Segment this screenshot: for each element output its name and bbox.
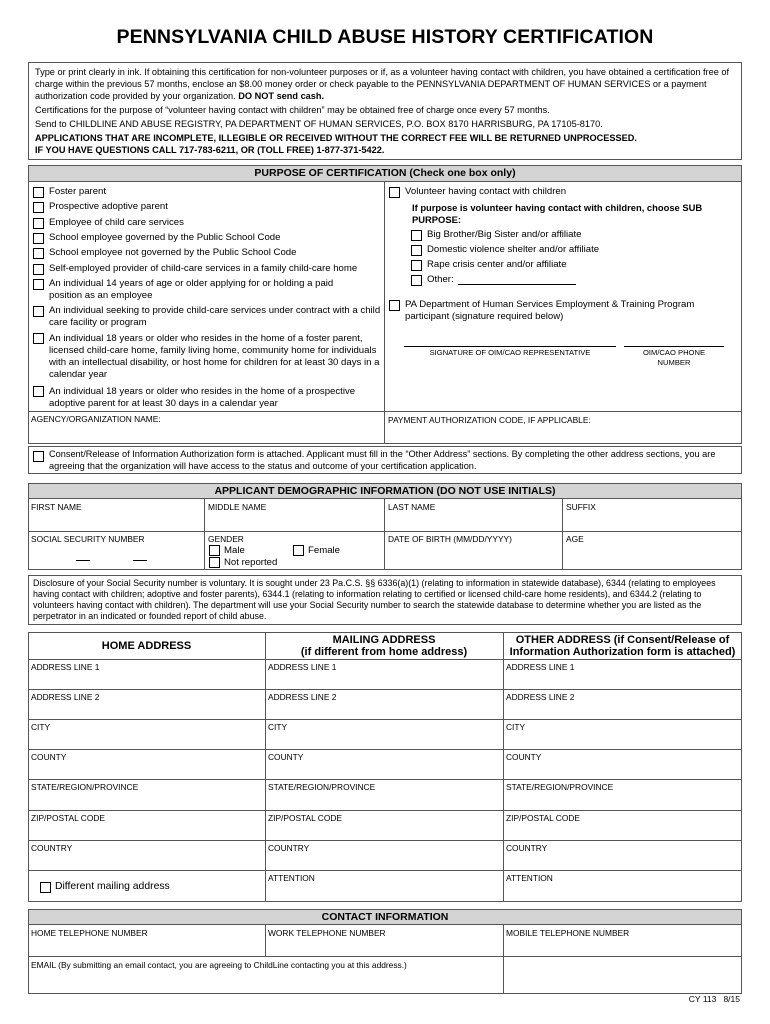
address-row-line — [28, 779, 742, 780]
mailing-address-line-2: ADDRESS LINE 2 — [268, 692, 337, 702]
checkbox-school-governed[interactable] — [33, 233, 44, 244]
home-address-header: HOME ADDRESS — [101, 640, 192, 652]
other-address-line-2: ADDRESS LINE 2 — [506, 692, 575, 702]
option-resident-adoptive: An individual 18 years or older who resides in the home of a prospective adoptive parent for at least 30 days in a calendar year — [49, 386, 356, 409]
option-resident-18: An individual 18 years or older who resides in the home of a foster parent, licensed child-care home, family living home, community home for individuals with an intellectual disability, or host home for children for at least 30 days in a calendar year — [49, 333, 380, 380]
gender-label: GENDER — [208, 534, 244, 544]
other-zip: ZIP/POSTAL CODE — [506, 813, 580, 823]
checkbox-other[interactable] — [411, 275, 422, 286]
agency-label: AGENCY/ORGANIZATION NAME: — [31, 414, 161, 424]
different-mailing-label: Different mailing address — [55, 881, 170, 892]
option-school-not-governed: School employee not governed by the Public School Code — [49, 247, 297, 258]
option-other: Other: — [427, 274, 454, 285]
instructions-p2: Certifications for the purpose of “volunteer having contact with children” may be obtained free of charge once every 57 months. — [35, 105, 550, 115]
other-county: COUNTY — [506, 752, 542, 762]
demographic-col-3 — [562, 498, 563, 570]
mobile-phone-label: MOBILE TELEPHONE NUMBER — [506, 928, 630, 938]
checkbox-foster-parent[interactable] — [33, 187, 44, 198]
checkbox-male[interactable] — [209, 545, 220, 556]
option-male: Male — [224, 545, 245, 556]
other-address-header: OTHER ADDRESS (if Consent/Release of Information Authorization form is attached) — [509, 634, 736, 658]
sub-purpose-heading: If purpose is volunteer having contact with children, choose SUB PURPOSE: — [412, 202, 703, 225]
home-city: CITY — [31, 722, 51, 732]
home-address-line-2: ADDRESS LINE 2 — [31, 692, 100, 702]
checkbox-pa-dhs[interactable] — [389, 300, 400, 311]
option-foster-parent: Foster parent — [49, 186, 107, 197]
option-rape-crisis: Rape crisis center and/or affiliate — [427, 259, 567, 270]
demographic-header: APPLICANT DEMOGRAPHIC INFORMATION (DO NOT USE INITIALS) — [28, 483, 742, 499]
option-paid-employee: An individual 14 years of age or older applying for or holding a paid position as an employee — [49, 278, 334, 301]
purpose-header: PURPOSE OF CERTIFICATION (Check one box only) — [28, 165, 742, 182]
contact-divider — [28, 956, 742, 957]
ssn-dash-1 — [76, 560, 90, 561]
option-self-employed: Self-employed provider of child-care services in a family child-care home — [49, 263, 358, 274]
option-big-brother: Big Brother/Big Sister and/or affiliate — [427, 229, 582, 240]
ssn-dash-2 — [133, 560, 147, 561]
suffix-label: SUFFIX — [566, 502, 596, 512]
mailing-attention: ATTENTION — [268, 873, 315, 883]
checkbox-rape-crisis[interactable] — [411, 260, 422, 271]
other-address-line-1: ADDRESS LINE 1 — [506, 662, 575, 672]
other-country: COUNTRY — [506, 843, 548, 853]
checkbox-volunteer[interactable] — [389, 187, 400, 198]
address-row-line — [28, 810, 742, 811]
option-pa-dhs: PA Department of Human Services Employment & Training Program participant (signature required below) — [405, 299, 695, 322]
contact-col-2 — [503, 924, 504, 994]
email-label: EMAIL (By submitting an email contact, you are agreeing to ChildLine contacting you at this address.) — [31, 960, 407, 970]
option-contract-provider: An individual seeking to provide child-care services under contract with a child care facility or program — [49, 305, 381, 328]
address-row-line — [28, 870, 742, 871]
option-school-governed: School employee governed by the Public School Code — [49, 232, 281, 243]
checkbox-resident-18[interactable] — [33, 333, 44, 344]
home-county: COUNTY — [31, 752, 67, 762]
other-city: CITY — [506, 722, 526, 732]
mailing-country: COUNTRY — [268, 843, 310, 853]
checkbox-paid-employee[interactable] — [33, 279, 44, 290]
address-col-1 — [265, 632, 266, 902]
address-section — [28, 632, 742, 902]
mailing-city: CITY — [268, 722, 288, 732]
last-name-label: LAST NAME — [388, 502, 436, 512]
home-zip: ZIP/POSTAL CODE — [31, 813, 105, 823]
phone-label: OIM/CAO PHONE NUMBER — [642, 348, 706, 367]
instructions-p1: Type or print clearly in ink. If obtaining this certification for non-volunteer purposes or if, as a volunteer having contact with children, you have obtained a certification free of charge within the previous 57 months, enclose an $8.00 money order or check payable to the PENNSYLVANIA DEPARTMENT OF HUMAN SERVICES or a payment authorization code provided by your organization. — [35, 67, 730, 101]
checkbox-big-brother[interactable] — [411, 230, 422, 241]
option-child-care-employee: Employee of child care services — [49, 217, 184, 228]
address-row-line — [28, 749, 742, 750]
other-attention: ATTENTION — [506, 873, 553, 883]
payment-code-label: PAYMENT AUTHORIZATION CODE, IF APPLICABLE: — [388, 415, 591, 425]
option-not-reported: Not reported — [224, 557, 278, 568]
consent-text: Consent/Release of Information Authorization form is attached. Applicant must fill in the “Other Address” sections. By completing the other address sections, you are agreeing that the organization will have access to the status and outcome of your certification application. — [49, 449, 716, 471]
demographic-divider — [28, 531, 742, 532]
other-state: STATE/REGION/PROVINCE — [506, 782, 614, 792]
form-number: CY 113 8/15 — [688, 994, 740, 1004]
signature-line[interactable] — [404, 346, 616, 347]
option-female: Female — [308, 545, 340, 556]
option-volunteer: Volunteer having contact with children — [405, 186, 567, 197]
checkbox-domestic-violence[interactable] — [411, 245, 422, 256]
demographic-col-2 — [384, 498, 385, 570]
address-row-line — [28, 659, 742, 660]
home-address-line-1: ADDRESS LINE 1 — [31, 662, 100, 672]
age-label: AGE — [566, 534, 584, 544]
purpose-divider — [384, 181, 385, 444]
checkbox-prospective-adoptive[interactable] — [33, 202, 44, 213]
checkbox-different-mailing[interactable] — [40, 882, 51, 893]
other-input-line[interactable] — [458, 284, 576, 285]
instructions-box — [28, 62, 742, 160]
address-col-2 — [503, 632, 504, 902]
instructions-warning: APPLICATIONS THAT ARE INCOMPLETE, ILLEGIBLE OR RECEIVED WITHOUT THE CORRECT FEE WILL BE RETURNED UNPROCESSED. — [35, 133, 637, 143]
checkbox-resident-adoptive[interactable] — [33, 386, 44, 397]
instructions-no-cash: DO NOT send cash. — [238, 91, 325, 101]
checkbox-child-care-employee[interactable] — [33, 218, 44, 229]
address-row-line — [28, 719, 742, 720]
home-country: COUNTRY — [31, 843, 73, 853]
first-name-label: FIRST NAME — [31, 502, 82, 512]
checkbox-contract-provider[interactable] — [33, 306, 44, 317]
signature-label: SIGNATURE OF OIM/CAO REPRESENTATIVE — [429, 348, 591, 357]
checkbox-school-not-governed[interactable] — [33, 248, 44, 259]
disclosure-text: Disclosure of your Social Security number is voluntary. It is sought under 23 Pa.C.S. §§ 6336(a)(1) (relating to information in statewide database), 6344 (relating to employees having contact with children; adoptive and foster parents), 6344.1 (relating to information relating to certified or licensed child-care home residents), and 6344.2 (relating to volunteers having contact with children). The department will use your Social Security number to search the statewide database to determine whether you are listed as the perpetrator in an indicated or founded report of child abuse. — [33, 578, 716, 621]
phone-line[interactable] — [624, 346, 724, 347]
checkbox-consent[interactable] — [33, 451, 44, 462]
address-row-line — [28, 840, 742, 841]
purpose-divider-h — [28, 411, 742, 412]
home-phone-label: HOME TELEPHONE NUMBER — [31, 928, 148, 938]
middle-name-label: MIDDLE NAME — [208, 502, 267, 512]
mailing-state: STATE/REGION/PROVINCE — [268, 782, 376, 792]
instructions-questions: IF YOU HAVE QUESTIONS CALL 717-783-6211, OR (TOLL FREE) 1-877-371-5422. — [35, 145, 385, 155]
dob-label: DATE OF BIRTH (MM/DD/YYYY) — [388, 534, 512, 544]
option-domestic-violence: Domestic violence shelter and/or affiliate — [427, 244, 600, 255]
checkbox-not-reported[interactable] — [209, 557, 220, 568]
mailing-zip: ZIP/POSTAL CODE — [268, 813, 342, 823]
work-phone-label: WORK TELEPHONE NUMBER — [268, 928, 386, 938]
form-title: PENNSYLVANIA CHILD ABUSE HISTORY CERTIFICATION — [116, 26, 654, 48]
checkbox-self-employed[interactable] — [33, 264, 44, 275]
option-prospective-adoptive: Prospective adoptive parent — [49, 201, 168, 212]
demographic-col-1 — [204, 498, 205, 570]
instructions-p3: Send to CHILDLINE AND ABUSE REGISTRY, PA DEPARTMENT OF HUMAN SERVICES, P.O. BOX 8170 HARRISBURG, PA 17105-8170. — [35, 119, 603, 129]
checkbox-female[interactable] — [293, 545, 304, 556]
address-row-line — [28, 689, 742, 690]
home-state: STATE/REGION/PROVINCE — [31, 782, 139, 792]
mailing-address-header: MAILING ADDRESS (if different from home address) — [300, 634, 468, 658]
mailing-address-line-1: ADDRESS LINE 1 — [268, 662, 337, 672]
contact-col-1 — [265, 924, 266, 956]
ssn-label: SOCIAL SECURITY NUMBER — [31, 534, 145, 544]
contact-header: CONTACT INFORMATION — [28, 909, 742, 925]
mailing-county: COUNTY — [268, 752, 304, 762]
